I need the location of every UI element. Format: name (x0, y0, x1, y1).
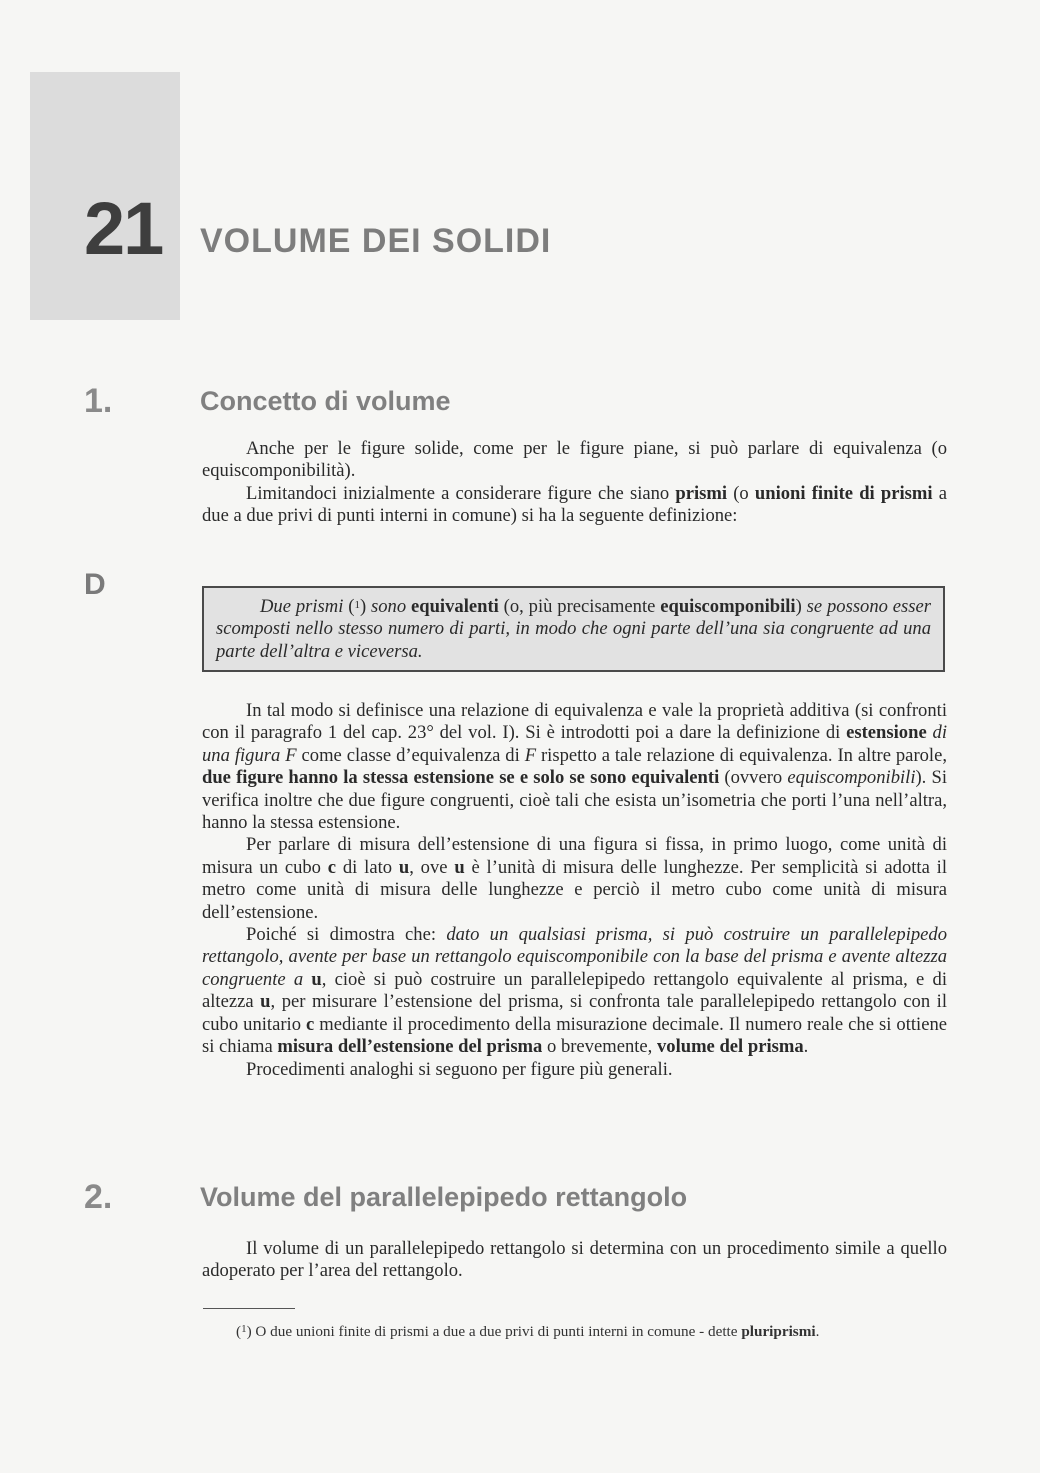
section-1-title: Concetto di volume (200, 386, 451, 416)
intro-paragraph-2: Limitandoci inizialmente a considerare figure che siano prismi (o unioni finite di prismi a due a due privi di punti interni in comune) si ha la seguente definizione: (202, 482, 947, 527)
chapter-number: 21 (84, 187, 163, 270)
footnote-marker: 1 (241, 1323, 247, 1335)
footnote-rule (203, 1308, 295, 1309)
section-1-intro (202, 438, 947, 528)
section-2-body (202, 1238, 947, 1283)
chapter-title: VOLUME DEI SOLIDI (200, 222, 552, 260)
definition-margin-label: D (84, 568, 106, 601)
section-1-number: 1. (84, 382, 113, 420)
footnote-ref: 1 (354, 599, 360, 611)
footnote: ($^1$) O due unioni finite di prismi a due a due privi di punti interni in comune - dette pluriprismi. (236, 1323, 820, 1340)
section-1-body (202, 700, 947, 1081)
body-paragraph-1: In tal modo si definisce una relazione di equivalenza e vale la proprietà additiva (si confronti con il paragrafo 1 del cap. 23° del vol. I). Si è introdotti poi a dare la definizione di estensione di una figura F come classe d’equivalenza di F rispetto a tale relazione di equivalenza. In altre parole, due figure hanno la stessa estensione se e solo se sono equivalenti (ovvero equiscomponibili). Si verifica inoltre che due figure congruenti, cioè tali che esista un’isometria che porti l’una nell’altra, hanno la stessa estensione. (202, 700, 947, 834)
definition-box (202, 586, 945, 672)
section-2-number: 2. (84, 1178, 113, 1216)
body-paragraph-4: Procedimenti analoghi si seguono per figure più generali. (246, 1058, 673, 1080)
intro-paragraph-1: Anche per le figure solide, come per le figure piane, si può parlare di equivalenza (o equiscomponibilità). (202, 438, 947, 482)
section-2-title: Volume del parallelepipedo rettangolo (200, 1182, 688, 1212)
body-paragraph-3: Poiché si dimostra che: dato un qualsiasi prisma, si può costruire un parallelepipedo rettangolo, avente per base un rettangolo equiscomponibile con la base del prisma e avente altezza congruente a u, cioè si può costruire un parallelepipedo rettangolo equivalente al prisma, e di altezza u, per misurare l’estensione del prisma, si confronta tale parallelepipedo rettangolo con il cubo unitario c mediante il procedimento della misurazione decimale. Il numero reale che si ottiene si chiama misura dell’estensione del prisma o brevemente, volume del prisma. (202, 924, 948, 1058)
definition-text: Due prismi ($^1$) sono equivalenti (o, più precisamente equiscomponibili) se possono esser scomposti nello stesso numero di parti, in modo che ogni parte dell’una sia congruente ad una parte dell’altra e viceversa. (216, 596, 932, 662)
body-paragraph-2: Per parlare di misura dell’estensione di una figura si fissa, in primo luogo, come unità di misura un cubo c di lato u, ove u è l’unità di misura delle lunghezze. Per semplicità si adotta il metro come unità di misura delle lunghezze e perciò il metro cubo come unità di misura dell’estensione. (202, 834, 947, 923)
section-2-paragraph-1: Il volume di un parallelepipedo rettangolo si determina con un procedimento simile a quello adoperato per l’area del rettangolo. (202, 1238, 947, 1282)
